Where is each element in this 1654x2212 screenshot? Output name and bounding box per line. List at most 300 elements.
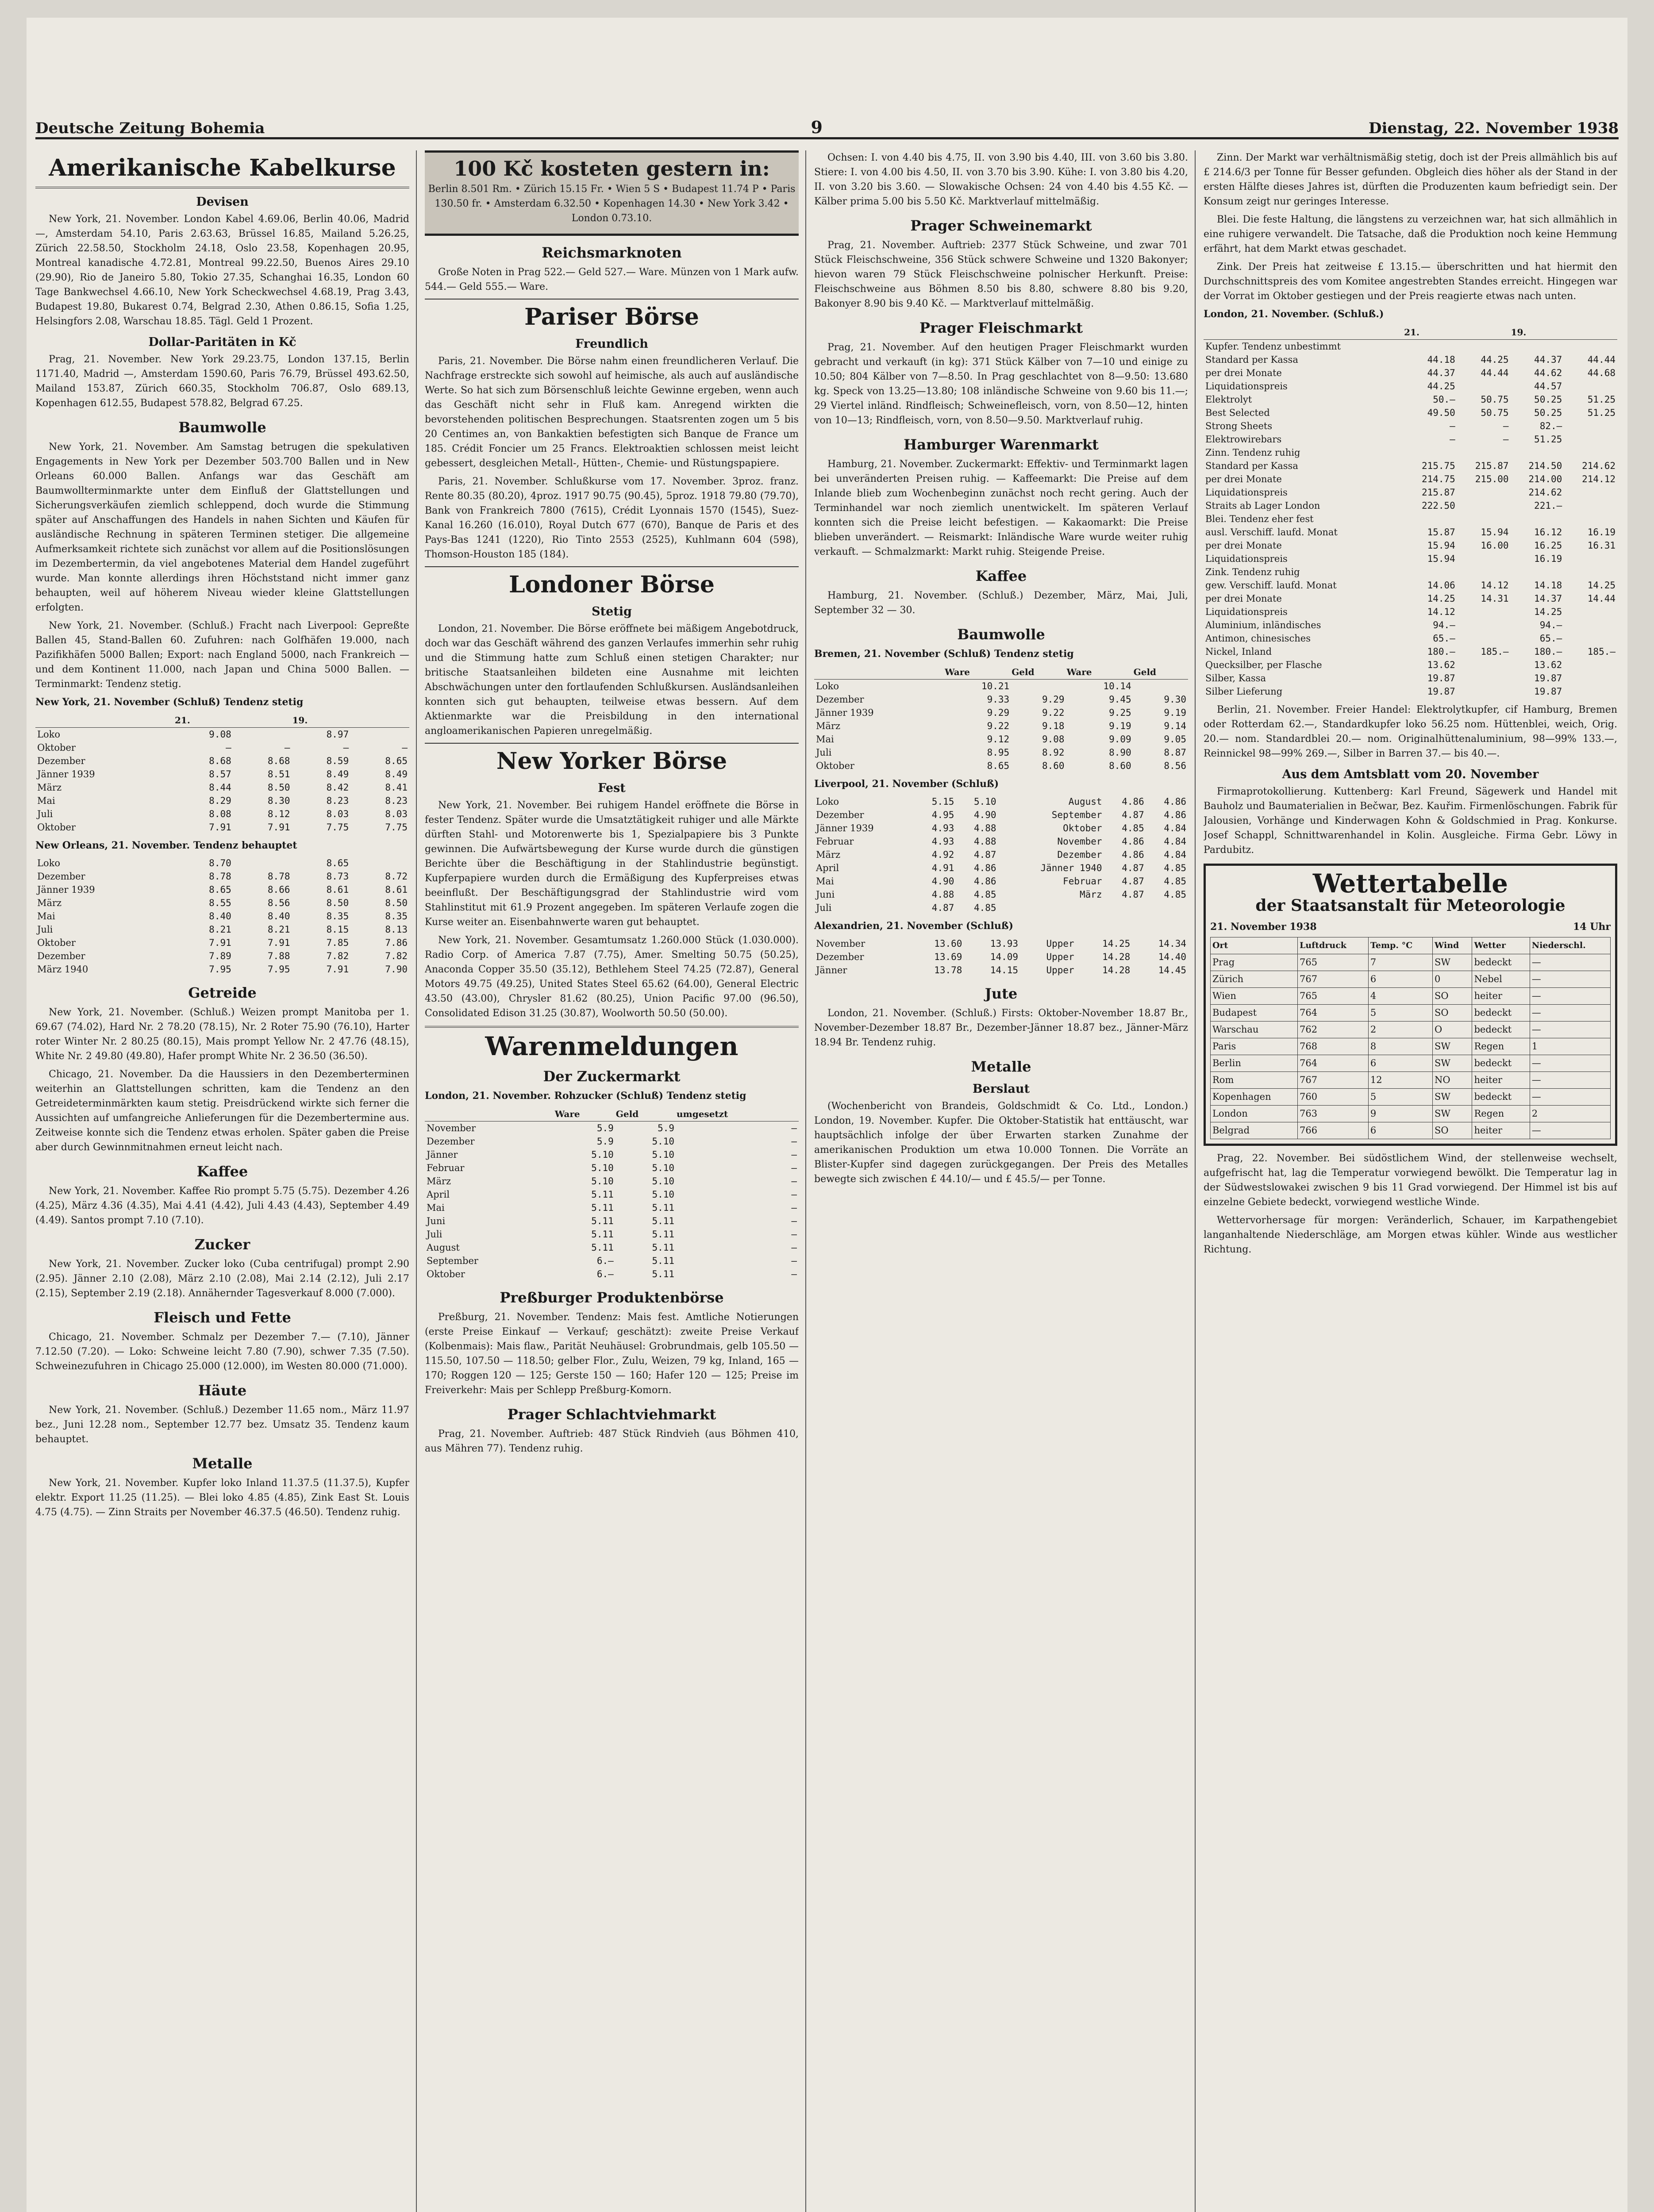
- table-cell: 14.28: [1102, 952, 1131, 962]
- table-row: [35, 883, 409, 896]
- table-cell: —: [1530, 988, 1610, 1005]
- table-row: [1204, 353, 1617, 366]
- table-row: [814, 861, 1188, 875]
- column-2: [425, 150, 799, 2212]
- table-cell: 14.40: [1158, 952, 1186, 962]
- table-cell: —: [226, 742, 231, 753]
- table-cell: 44.37: [1534, 354, 1562, 365]
- table-cell: [1511, 446, 1564, 459]
- table-cell: —: [791, 1229, 797, 1240]
- table-cell: Prag: [1211, 954, 1298, 971]
- table-cell: 13.93: [990, 938, 1019, 949]
- table-row: [1204, 605, 1617, 618]
- table-row: [1204, 685, 1617, 698]
- table-cell: 5.10: [591, 1163, 614, 1173]
- table-cell: 9.33: [987, 694, 1010, 705]
- table-cell: 765: [1297, 954, 1368, 971]
- paragraph: Paris, 21. November. Die Börse nahm einen freundlicheren Verlauf. Die Nachfrage erstreckte sich sowohl auf heimische, als auch auf ausländische Werte. So hat sich zum Börsenschluß leichte Gewinne ergeben, wenn auch das Geschäft nicht sehr in Fluß kam. Anregend wirkten die bevorstehenden politischen Besprechungen. Staatsrenten zogen um 5 bis 20 Centimes an, von Bankaktien befestigten sich Banque de France um 185. Crédit Foncier um 25 Francs. Elektroaktien schlossen meist leicht gebessert, desgleichen Metall-, Hütten-, Chemie- und Rüstungspapiere.: [425, 356, 799, 469]
- paragraph: New York, 21. November. Zucker loko (Cuba centrifugal) prompt 2.90 (2.95). Jänner 2.10 (2.08), März 2.10 (2.08), Mai 2.14 (2.12), Juli 2.17 (2.15), September 2.19 (2.18). Annähernder Tagesverkauf 8.000 (7.000).: [35, 1259, 409, 1299]
- rates-table: [35, 713, 409, 834]
- table-cell: Juli: [37, 809, 53, 819]
- table-cell: 4.87: [931, 902, 954, 913]
- paragraph: New York, 21. November. Kaffee Rio prompt 5.75 (5.75). Dezember 4.26 (4.25), März 4.36 (4.35), Mai 4.41 (4.42), Juli 4.43 (4.43), September 4.49 (4.49). Santos prompt 7.10 (7.10).: [35, 1186, 409, 1226]
- table-cell: O: [1432, 1022, 1472, 1038]
- table-cell: 8.57: [209, 769, 231, 780]
- table-cell: [1511, 565, 1564, 579]
- table-row: [35, 949, 409, 963]
- paragraph: New York, 21. November. Bei ruhigem Handel eröffnete die Börse in fester Tendenz. Später wurde die Umsatztätigkeit ruhiger und alle Märkte dürften Stahl- und Motorenwerte bis 1, Spezialpapiere bis 3 Punkte gewinnen. Die Aufwärtsbewegung der Kurse wurde durch die günstigen Berichte über die Beschäftigung in der Stahlindustrie begünstigt. Kupferpapiere wurden durch die Ermäßigung des Kupferpreises etwas beeinflußt. Der Beschäftigungsgrad der Stahlindustrie wird vom Stahlinstitut mit 61.9 Prozent angegeben. Im späteren Verlaufe zogen die Kurse weiter an. Eisenbahnwerte waren gut behauptet.: [425, 800, 799, 928]
- table-cell: [1457, 340, 1511, 353]
- table-cell: 16.00: [1481, 540, 1509, 551]
- divider: [425, 299, 799, 300]
- table-cell: 8.21: [267, 924, 290, 935]
- subhead: Berslaut: [972, 1082, 1030, 1096]
- table-row: [35, 910, 409, 923]
- table-row: [814, 733, 1188, 746]
- table-cell: November: [816, 938, 865, 949]
- weather-date-row: [1210, 920, 1611, 934]
- table-cell: 0: [1432, 971, 1472, 988]
- table-cell: 185.—: [1587, 646, 1616, 657]
- table-cell: [1511, 512, 1564, 526]
- table-row: [814, 848, 1188, 861]
- paragraph: Prag, 21. November. Auftrieb: 2377 Stück Schweine, und zwar 701 Stück Fleischschweine, 356 Stück schwere Schweine und 1320 Bakonyer; hievon waren 79 Stück Fleischschweine polnischer Herkunft. Preise: Fleischschweine aus Böhmen 8.50 bis 8.80, schwere 8.80 bis 9.20, Bakonyer 8.90 bis 9.40 Kč. — Marktverlauf mittelmäßig.: [814, 240, 1188, 309]
- table-row: [814, 875, 1188, 888]
- table-cell: 14.18: [1534, 580, 1562, 591]
- table-cell: 5.9: [658, 1123, 675, 1133]
- paragraph: Prag, 21. November. Auf den heutigen Prager Fleischmarkt wurden gebracht und verkauft (in kg): 371 Stück Kälber von 7—10 und einige zu 10.50; 804 Kälber von 7—8.50. In Prag geschlachtet von 8—9.50: 13.680 kg. Speck von 13.25—13.80; 108 inländische Schweine von 9.60 bis 11.—; 29 Viertel inländ. Rindfleisch; Schweinefleisch, vorn, von 8.50—12, hinten von 10—13; Rindfleisch, vorn, von 8.50—9.50. Marktverlauf ruhig.: [814, 342, 1188, 426]
- weather-box: [1204, 864, 1617, 1146]
- subhead: Kaffee: [975, 568, 1027, 584]
- table-cell: Juli: [427, 1229, 442, 1240]
- paragraph: Wettervorhersage für morgen: Veränderlich, Schauer, im Karpathengebiet langanhaltende Niederschläge, am Morgen etwas kühler. Winde aus westlicher Richtung.: [1204, 1215, 1617, 1255]
- table-cell: Jänner 1939: [37, 769, 95, 780]
- table-header-cell: 21.: [174, 713, 233, 728]
- table-cell: 44.18: [1427, 354, 1455, 365]
- table-cell: Regen: [1472, 1038, 1530, 1055]
- paragraph: New York, 21. November. Kupfer loko Inland 11.37.5 (11.37.5), Kupfer elektr. Export 11.25 (11.25). — Blei loko 4.85 (4.85), Zink East St. Louis 4.75 (4.75). — Zinn Straits per November 46.37.5 (46.50). Tendenz ruhig.: [35, 1478, 409, 1518]
- table-cell: 8.12: [267, 809, 290, 819]
- table-cell: 19.87: [1427, 686, 1455, 697]
- table-row: [1204, 340, 1617, 353]
- table-row: [814, 795, 1188, 808]
- table-cell: Silber Lieferung: [1205, 686, 1283, 697]
- table-row: [1211, 1038, 1611, 1055]
- table-cell: [1564, 672, 1617, 685]
- table-cell: —: [1503, 434, 1509, 445]
- table-row: [814, 693, 1188, 706]
- table-header-cell: 19.: [292, 713, 350, 728]
- paragraph: Prag, 21. November. New York 29.23.75, London 137.15, Berlin 1171.40, Madrid —, Amsterdam 1590.60, Paris 76.79, Brüssel 493.62.50, Mailand 153.87, Zürich 660.35, Stockholm 706.87, Oslo 689.13, Kopenhagen 612.55, Budapest 578.82, Belgrad 67.25.: [35, 354, 409, 409]
- subhead: Baumwolle: [178, 419, 266, 436]
- paragraph: Große Noten in Prag 522.— Geld 527.— Ware. Münzen von 1 Mark aufw. 544.— Geld 555.— Ware.: [425, 267, 799, 292]
- table-cell: Jänner 1939: [816, 823, 874, 833]
- table-cell: —: [402, 742, 408, 753]
- table-row: [425, 1201, 799, 1214]
- table-cell: 8.56: [1164, 760, 1186, 771]
- subhead: Prager Schlachtviehmarkt: [507, 1406, 716, 1423]
- table-cell: Nickel, Inland: [1205, 646, 1272, 657]
- table-cell: [233, 728, 292, 741]
- masthead-title: Deutsche Zeitung Bohemia: [35, 119, 265, 137]
- table-cell: ausl. Verschiff. laufd. Monat: [1205, 527, 1338, 538]
- table-cell: 44.62: [1534, 368, 1562, 378]
- table-row: [814, 835, 1188, 848]
- table-cell: London: [1211, 1106, 1298, 1122]
- table-cell: 8.49: [326, 769, 349, 780]
- table-cell: Jänner 1940: [1040, 863, 1102, 873]
- paragraph: London, 21. November. (Schluß.) Firsts: Oktober-November 18.87 Br., November-Dezember 18.87 Br., Dezember-Jänner 18.87 bez., Jänner-März 18.94 Br. Tendenz ruhig.: [814, 1008, 1188, 1048]
- table-cell: gew. Verschiff. laufd. Monat: [1205, 580, 1337, 591]
- table-header-cell: Geld: [1011, 665, 1066, 680]
- table-row: [1204, 459, 1617, 472]
- column-rule: [416, 150, 417, 2212]
- table-row: [425, 1228, 799, 1241]
- table-cell: 8.21: [209, 924, 231, 935]
- subhead: Fleisch und Fette: [154, 1309, 291, 1326]
- subhead: Prager Fleischmarkt: [919, 319, 1083, 336]
- table-cell: Silber, Kassa: [1205, 673, 1266, 684]
- table-cell: [1457, 380, 1511, 393]
- paragraph: New York, 21. November. Gesamtumsatz 1.260.000 Stück (1.030.000). Radio Corp. of America 7.87 (7.75), Amer. Smelting 50.75 (50.25), Anaconda Copper 35.50 (35.12), Bethlehem Steel 74.25 (72.87), General Motors 49.75 (49.25), United States Steel 65.62 (64.00), General Electric 43.50 (43.00), Chrysler 81.62 (80.25), Union Pacific 97.00 (96.50), Consolidated Edison 31.25 (30.87), Woolworth 50.50 (50.00).: [425, 935, 799, 1019]
- table-cell: 7.86: [385, 937, 408, 948]
- table-header-cell: [425, 1107, 554, 1121]
- table-cell: 19.87: [1534, 673, 1562, 684]
- table-cell: —: [1530, 1072, 1610, 1089]
- table-cell: —: [791, 1149, 797, 1160]
- table-cell: 5.10: [652, 1149, 675, 1160]
- table-cell: SW: [1432, 954, 1472, 971]
- table-cell: 9: [1368, 1106, 1432, 1122]
- table-row: [1204, 526, 1617, 539]
- table-cell: 8.13: [385, 924, 408, 935]
- table-cell: 4.87: [1122, 810, 1144, 820]
- table-cell: Elektrolyt: [1205, 394, 1252, 405]
- table-cell: 7.91: [326, 964, 349, 975]
- table-cell: —: [791, 1242, 797, 1253]
- table-cell: —: [1530, 971, 1610, 988]
- table-cell: 9.14: [1164, 721, 1186, 731]
- subhead: Preßburger Produktenbörse: [500, 1289, 724, 1306]
- subhead: Jute: [985, 985, 1018, 1002]
- newspaper-page: [27, 18, 1627, 2212]
- table-cell: 9.29: [1042, 694, 1065, 705]
- table-cell: 766: [1297, 1122, 1368, 1139]
- table-cell: Zinn. Tendenz ruhig: [1205, 447, 1300, 458]
- table-cell: 8.60: [1042, 760, 1065, 771]
- table-row: [35, 923, 409, 936]
- table-cell: 4.85: [1164, 863, 1186, 873]
- table-cell: 8.35: [326, 911, 349, 922]
- table-row: [1211, 1005, 1611, 1022]
- table-cell: 4.86: [1122, 849, 1144, 860]
- table-cell: 9.19: [1109, 721, 1131, 731]
- table-cell: 214.12: [1582, 474, 1616, 484]
- table-header-cell: Wetter: [1472, 937, 1530, 954]
- table-cell: [1457, 618, 1511, 632]
- table-row: [1211, 1089, 1611, 1106]
- table-header-row: [425, 1107, 799, 1121]
- table-header-cell: 19.: [1511, 325, 1564, 340]
- table-cell: 5.11: [652, 1229, 675, 1240]
- table-cell: März: [427, 1176, 451, 1187]
- table-cell: [1457, 632, 1511, 645]
- table-cell: Oktober: [427, 1269, 465, 1279]
- table-row: [35, 794, 409, 807]
- table-row: [1211, 1122, 1611, 1139]
- table-cell: 215.87: [1421, 487, 1455, 498]
- table-cell: Mai: [816, 876, 834, 887]
- table-cell: —: [791, 1163, 797, 1173]
- table-header-cell: Ware: [1066, 665, 1133, 680]
- table-cell: 8.87: [1164, 747, 1186, 758]
- table-cell: 8.65: [209, 884, 231, 895]
- table-cell: 5.10: [973, 796, 996, 807]
- table-cell: [1457, 685, 1511, 698]
- table-cell: 8.40: [209, 911, 231, 922]
- table-cell: 5.11: [652, 1216, 675, 1226]
- table-cell: 215.00: [1475, 474, 1509, 484]
- table-cell: 8.73: [326, 871, 349, 882]
- table-row: [1204, 552, 1617, 565]
- paragraph: New York, 21. November. London Kabel 4.69.06, Berlin 40.06, Madrid —, Amsterdam 54.10, Paris 2.63.63, Brüssel 16.85, Mailand 5.26.25, Zürich 22.58.50, Stockholm 24.18, Oslo 23.58, Kopenhagen 20.95, Montreal kanadische 4.72.81, Montreal 99.22.50, Buenos Aires 29.10 (29.90), Rio de Janeiro 5.80, Tokio 27.35, Schanghai 16.35, London 60 Tage Bankwechsel 4.66.10, New York Scheckwechsel 4.68.19, Prag 3.43, Budapest 19.80, Bukarest 0.74, Belgrad 2.30, Athen 0.86.15, Sofia 1.25, Helsingfors 2.08, Warschau 18.85. Tägl. Geld 1 Prozent.: [35, 214, 409, 327]
- table-header-cell: Luftdruck: [1297, 937, 1368, 954]
- table-cell: Mai: [427, 1202, 445, 1213]
- table-cell: [1404, 340, 1457, 353]
- table-cell: 15.94: [1427, 540, 1455, 551]
- table-cell: 14.06: [1427, 580, 1455, 591]
- table-cell: Liquidationspreis: [1205, 487, 1288, 498]
- table-cell: 5.11: [652, 1242, 675, 1253]
- table-cell: Strong Sheets: [1205, 421, 1273, 431]
- table-cell: Dezember: [37, 756, 85, 766]
- table-header-cell: [35, 713, 174, 728]
- divider: [425, 743, 799, 744]
- table-cell: 6: [1368, 1055, 1432, 1072]
- table-cell: Jänner 1939: [37, 884, 95, 895]
- table-cell: 8.70: [209, 858, 231, 868]
- table-row: [1204, 672, 1617, 685]
- table-cell: 760: [1297, 1089, 1368, 1106]
- table-cell: [1104, 901, 1146, 914]
- table-cell: [1564, 512, 1617, 526]
- table-cell: 1: [1530, 1038, 1610, 1055]
- table-cell: [1564, 499, 1617, 512]
- weather-time: 14 Uhr: [1573, 921, 1611, 933]
- weather-title: Wettertabelle: [1312, 868, 1508, 899]
- table-cell: —: [1530, 1122, 1610, 1139]
- paragraph: Zink. Der Preis hat zeitweise £ 13.15.— überschritten und hat hiermit den Durchschnittspreis des vom Komitee angestrebten Standes erreicht. Hingegen war der Vorrat im Oktober gestiegen und der Preis reagierte etwas nach unten.: [1204, 261, 1617, 302]
- table-cell: NO: [1432, 1072, 1472, 1089]
- table-cell: 5.11: [591, 1242, 614, 1253]
- table-cell: 222.50: [1421, 500, 1455, 511]
- table-cell: Jänner: [816, 965, 847, 975]
- table-cell: [350, 856, 409, 870]
- table-row: [1211, 1055, 1611, 1072]
- table-row: [1204, 472, 1617, 486]
- table-cell: März: [1080, 889, 1102, 900]
- table-cell: [1564, 340, 1617, 353]
- table-cell: 5: [1368, 1089, 1432, 1106]
- table-cell: 13.69: [934, 952, 962, 962]
- paragraph: New York, 21. November. Am Samstag betrugen die spekulativen Engagements in New York per Dezember 503.700 Ballen und in New Orleans 60.000 Ballen. Anfangs war das Geschäft am Baumwollterminmarkte unter dem Einfluß der Glattstellungen und Sicherungsverkäufen ziemlich schleppend, doch wurde die Stimmung später auf Anschaffungen des Handels in nahen Sichten und Käufen für ausländische Rechnung in späteren Terminen stetiger. Die allgemeine Aufmerksamkeit richtete sich zunächst vor allem auf die Positionslösungen im Dezembertermin, da viel angebotenes Material dem Handel zugeführt wurde. Man konnte allerdings ihren Höchststand nicht immer ganz behaupten, weil auf höherem Niveau wieder kleine Glattstellungen erfolgten.: [35, 442, 409, 613]
- table-cell: 50.75: [1481, 407, 1509, 418]
- table-header-row: [1211, 937, 1611, 954]
- table-cell: 15.94: [1481, 527, 1509, 538]
- table-row: [35, 768, 409, 781]
- table-row: [35, 781, 409, 794]
- table-cell: 14.25: [1102, 938, 1131, 949]
- table-cell: 5.10: [591, 1149, 614, 1160]
- table-cell: 2: [1530, 1106, 1610, 1122]
- table-cell: 8.29: [209, 795, 231, 806]
- table-cell: heiter: [1472, 1122, 1530, 1139]
- table-row: [425, 1135, 799, 1148]
- table-cell: 7.91: [267, 822, 290, 833]
- paragraph: Prag, 22. November. Bei südöstlichem Wind, der stellenweise wechselt, aufgefrischt hat, lag die Temperatur vorwiegend bewölkt. Die Temperatur lag in der Südwestslowakei zwischen 9 bis 11 Grad vorwiegend. Der Himmel ist bis auf einzelne Gebiete bedeckt, vorwiegend westliche Winde.: [1204, 1153, 1617, 1208]
- table-cell: 764: [1297, 1005, 1368, 1022]
- table-cell: —: [791, 1136, 797, 1147]
- table-cell: 8.15: [326, 924, 349, 935]
- table-cell: September: [1051, 810, 1102, 820]
- table-cell: 8.30: [267, 795, 290, 806]
- table-cell: April: [816, 863, 839, 873]
- subhead: Freundlich: [575, 337, 648, 351]
- table-cell: 8.44: [209, 782, 231, 793]
- table-row: [425, 1175, 799, 1188]
- table-caption: New York, 21. November (Schluß) Tendenz stetig: [35, 696, 304, 708]
- paragraph: Berlin 8.501 Rm. • Zürich 15.15 Fr. • Wien 5 S • Budapest 11.74 P • Paris 130.50 fr. • Amsterdam 6.32.50 • Kopenhagen 14.30 • New York 3.42 • London 0.73.10.: [428, 184, 796, 224]
- table-row: [1204, 579, 1617, 592]
- table-cell: Mai: [816, 734, 834, 745]
- table-header-row: [1204, 325, 1617, 340]
- table-cell: Dezember: [37, 871, 85, 882]
- table-cell: Rom: [1211, 1072, 1298, 1089]
- table-row: [814, 746, 1188, 759]
- table-cell: —: [791, 1269, 797, 1279]
- table-cell: August: [1068, 796, 1102, 807]
- table-cell: —: [791, 1123, 797, 1133]
- exchange-box: [425, 150, 799, 236]
- table-cell: 765: [1297, 988, 1368, 1005]
- table-cell: 16.19: [1534, 553, 1562, 564]
- table-cell: 14.28: [1102, 965, 1131, 975]
- table-cell: 7: [1368, 954, 1432, 971]
- table-cell: 214.50: [1528, 461, 1562, 471]
- table-cell: [1564, 565, 1617, 579]
- table-cell: 8.65: [326, 858, 349, 868]
- table-cell: 16.12: [1534, 527, 1562, 538]
- table-row: [814, 937, 1188, 950]
- table-cell: 8.95: [987, 747, 1010, 758]
- table-row: [814, 759, 1188, 772]
- column-1: [35, 150, 409, 2212]
- subhead: Hamburger Warenmarkt: [904, 436, 1099, 453]
- table-row: [35, 963, 409, 976]
- table-cell: 4.84: [1164, 823, 1186, 833]
- table-cell: 14.12: [1481, 580, 1509, 591]
- table-cell: 51.25: [1587, 407, 1616, 418]
- table-cell: Best Selected: [1205, 407, 1270, 418]
- table-cell: Blei. Tendenz eher fest: [1205, 514, 1314, 524]
- table-cell: Paris: [1211, 1038, 1298, 1055]
- table-row: [425, 1188, 799, 1201]
- table-cell: 44.57: [1534, 381, 1562, 392]
- table-cell: 8.03: [385, 809, 408, 819]
- table-cell: bedeckt: [1472, 1089, 1530, 1106]
- rates-table: [1204, 325, 1617, 698]
- table-cell: 763: [1297, 1106, 1368, 1122]
- table-cell: April: [427, 1189, 450, 1200]
- table-row: [1204, 486, 1617, 499]
- table-cell: [1457, 499, 1511, 512]
- table-cell: Quecksilber, per Flasche: [1205, 660, 1322, 670]
- table-row: [814, 901, 1188, 914]
- table-row: [1204, 499, 1617, 512]
- table-cell: 7.82: [385, 951, 408, 961]
- table-cell: 8.50: [326, 898, 349, 908]
- table-cell: 9.25: [1109, 707, 1131, 718]
- table-cell: —: [791, 1189, 797, 1200]
- paragraph: Blei. Die feste Haltung, die längstens zu verzeichnen war, hat sich allmählich in eine ruhigere verwandelt. Die Tatsache, daß die Produktion noch keine Hemmung erfährt, hat dem Markt etwas geschadet.: [1204, 214, 1617, 254]
- table-cell: 6: [1368, 971, 1432, 988]
- table-cell: 50.25: [1534, 394, 1562, 405]
- table-cell: August: [427, 1242, 460, 1253]
- weather-date: 21. November 1938: [1210, 921, 1317, 933]
- table-cell: 82.—: [1539, 421, 1562, 431]
- table-cell: 5.11: [652, 1269, 675, 1279]
- table-cell: heiter: [1472, 988, 1530, 1005]
- table-cell: 4.93: [931, 823, 954, 833]
- subhead: Der Zuckermarkt: [543, 1068, 681, 1085]
- table-cell: 4.85: [973, 902, 996, 913]
- table-header-cell: 21.: [1404, 325, 1457, 340]
- table-cell: 15.94: [1427, 553, 1455, 564]
- table-cell: 8.41: [385, 782, 408, 793]
- table-cell: 9.18: [1042, 721, 1065, 731]
- paragraph: Zinn. Der Markt war verhältnismäßig stetig, doch ist der Preis allmählich bis auf £ 214.6/3 per Tonne für Besser gefunden. Obgleich dies höher als der Stand in der ersten Hälfte dieses Jahres ist, dürften die Produzenten kaum befriedigt sein. Der Konsum zeigt nur geringes Interesse.: [1204, 152, 1617, 207]
- table-row: [1204, 592, 1617, 605]
- table-cell: 4.86: [973, 863, 996, 873]
- divider: [425, 566, 799, 567]
- table-row: [425, 1214, 799, 1228]
- table-cell: Aluminium, inländisches: [1205, 620, 1321, 630]
- table-cell: per drei Monate: [1205, 593, 1282, 604]
- paragraph: Ochsen: I. von 4.40 bis 4.75, II. von 3.90 bis 4.40, III. von 3.60 bis 3.80. Stiere: I. von 4.00 bis 4.50, II. von 3.70 bis 3.90. Kühe: I. von 3.80 bis 4.20, II. von 3.20 bis 3.60. — Slowakische Ochsen: 24 von 4.40 bis 4.55 Kč. — Kälber prima 5.00 bis 5.50 Kč. Marktverlauf mittelmäßig.: [814, 152, 1188, 207]
- table-cell: Kupfer. Tendenz unbestimmt: [1205, 341, 1341, 352]
- section-title: Pariser Börse: [524, 303, 699, 330]
- divider: [425, 1026, 799, 1028]
- table-cell: 9.45: [1109, 694, 1131, 705]
- table-cell: —: [343, 742, 349, 753]
- table-cell: 4.86: [1164, 796, 1186, 807]
- table-cell: 8.65: [385, 756, 408, 766]
- table-cell: —: [1530, 1055, 1610, 1072]
- paragraph: Prag, 21. November. Auftrieb: 487 Stück Rindvieh (aus Böhmen 410, aus Mähren 77). Tendenz ruhig.: [425, 1429, 799, 1454]
- table-cell: 8.08: [209, 809, 231, 819]
- table-cell: Regen: [1472, 1106, 1530, 1122]
- table-row: [425, 1121, 799, 1135]
- table-cell: [1564, 446, 1617, 459]
- table-cell: 14.34: [1158, 938, 1186, 949]
- subhead: Fest: [598, 781, 626, 795]
- table-cell: —: [1503, 421, 1509, 431]
- table-cell: [1564, 632, 1617, 645]
- table-cell: 214.75: [1421, 474, 1455, 484]
- paragraph: London, 21. November. Die Börse eröffnete bei mäßigem Angebotdruck, doch war das Geschäft während des ganzen Verlaufes immerhin sehr ruhig und die Stimmung hatte zum Schluß einen stetigen Charakter; nur britische Staatsanleihen bildeten eine Ausnahme mit leichten Abschwächungen unter den fortlaufenden Schlußkursen. Ausländsanleihen konnten sich gut behaupten, teilweise etwas bessern. Auf dem Aktienmarkte war die Preisbildung in den international angloamerikanischen Papieren unregelmäßig.: [425, 623, 799, 737]
- table-cell: heiter: [1472, 1072, 1530, 1089]
- subhead: Baumwolle: [957, 626, 1045, 643]
